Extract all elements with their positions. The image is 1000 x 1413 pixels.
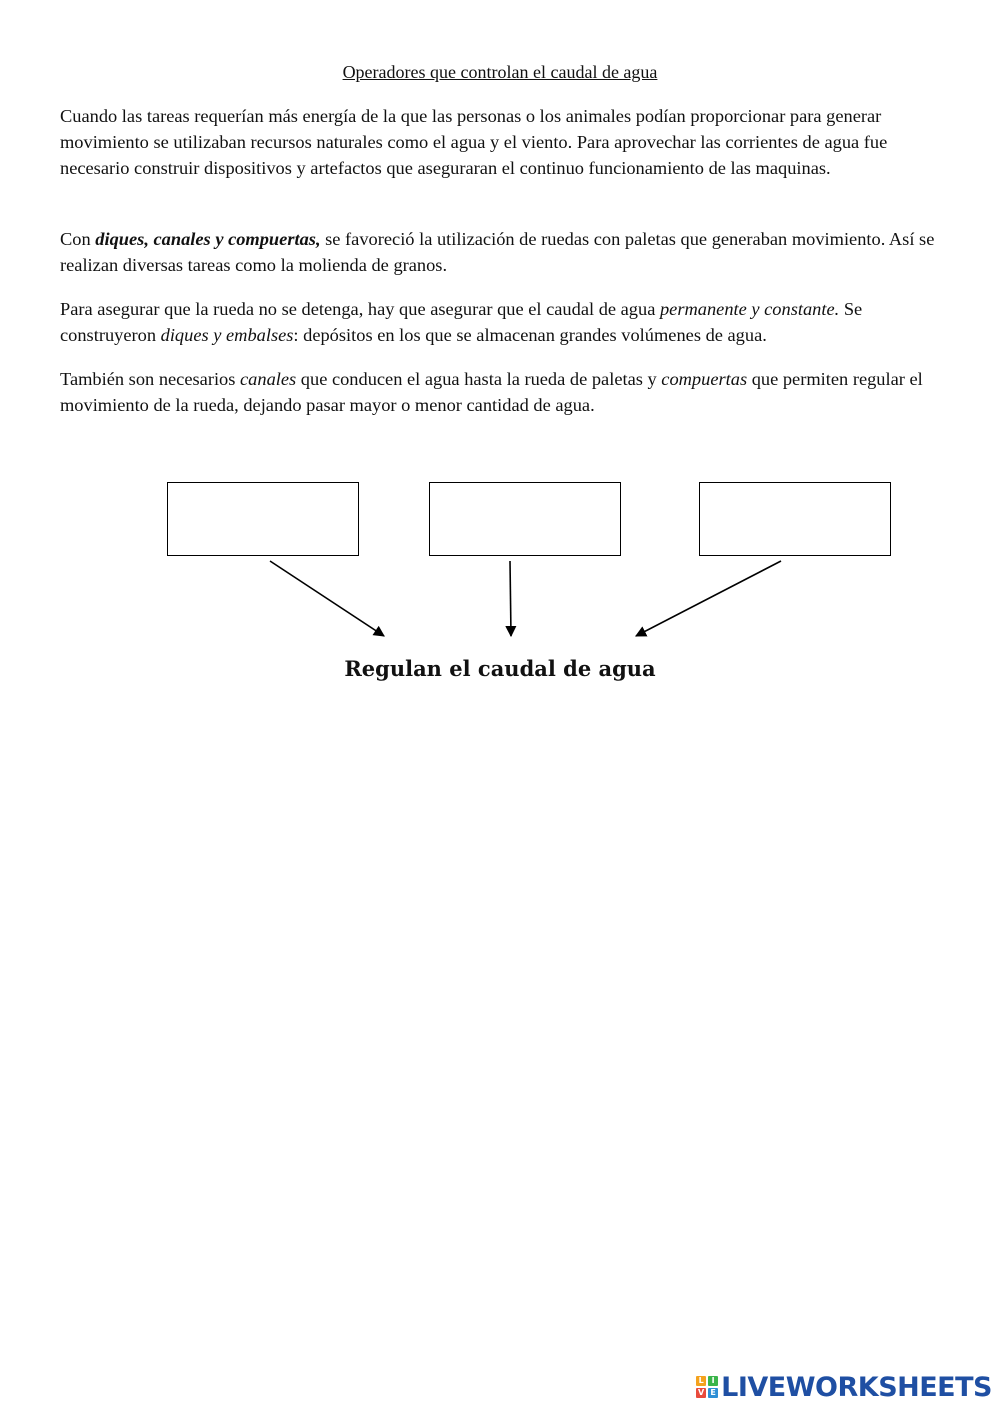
arrow-left	[270, 561, 384, 636]
answer-box-1[interactable]	[167, 482, 359, 556]
arrow-right	[636, 561, 781, 636]
diagram-caption: Regulan el caudal de agua	[344, 656, 656, 681]
paragraph-2-part-3: se favoreció la utilización de ruedas con paletas que generaban movimiento. Así se realizan diversas tareas como la molienda de granos.	[60, 229, 935, 275]
paragraph-1	[60, 103, 940, 181]
brand-text: LIVEWORKSHEETS	[721, 1371, 992, 1403]
paragraph-3-part-1: Para asegurar que la rueda no se detenga, hay que asegurar que el caudal de agua	[60, 299, 660, 319]
paragraph-4-part-1: También son necesarios	[60, 369, 241, 389]
paragraph-2-part-1: Con	[60, 229, 96, 249]
paragraph-3-emphasis-1: permanente y constante.	[659, 299, 840, 319]
liveworksheets-brand	[696, 1367, 992, 1407]
paragraph-1-text: Cuando las tareas requerían más energía de la que las personas o los animales podían proporcionar para generar movimiento se utilizaban recursos naturales como el agua y el viento. Para aprovechar las corrientes de agua fue necesario construir dispositivos y artefactos que aseguraran el continuo funcionamiento de las maquinas.	[60, 106, 888, 178]
logo-cell-l: L	[696, 1376, 706, 1386]
logo-cell-i: I	[708, 1376, 718, 1386]
answer-box-3[interactable]	[699, 482, 891, 556]
paragraph-3-part-3: Se construyeron	[60, 299, 863, 345]
paragraph-3-emphasis-2: diques y embalses	[160, 325, 294, 345]
paragraph-4-emphasis-2: compuertas	[661, 369, 748, 389]
paragraph-2	[60, 226, 940, 278]
answer-box-2[interactable]	[429, 482, 621, 556]
paragraph-3-part-5: : depósitos en los que se almacenan grandes volúmenes de agua.	[293, 325, 767, 345]
logo-cell-e: E	[708, 1388, 718, 1398]
paragraph-4-part-5: que permiten regular el movimiento de la rueda, dejando pasar mayor o menor cantidad de agua.	[60, 369, 923, 415]
paragraph-2-emphasis: diques, canales y compuertas,	[95, 229, 321, 249]
arrow-center	[510, 561, 511, 636]
logo-cell-v: V	[698, 1388, 705, 1397]
paragraph-4-emphasis-1: canales	[240, 369, 297, 389]
document-title: Operadores que controlan el caudal de agua	[342, 62, 658, 82]
paragraph-3	[60, 296, 940, 348]
liveworksheets-logo-icon	[696, 1376, 718, 1398]
paragraph-4-part-3: que conducen el agua hasta la rueda de paletas y	[296, 369, 662, 389]
paragraph-4	[60, 366, 940, 418]
